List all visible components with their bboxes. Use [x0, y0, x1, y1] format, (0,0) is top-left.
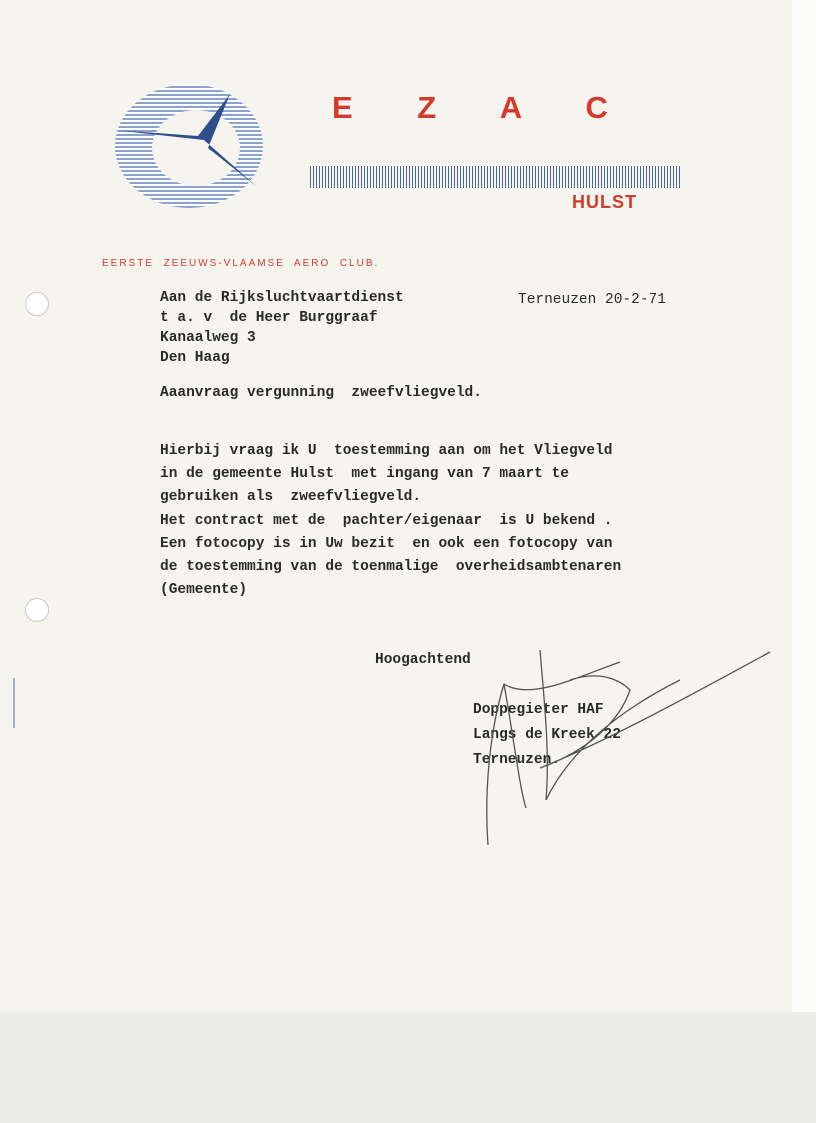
club-city: HULST	[572, 192, 637, 212]
scan-background	[0, 1012, 816, 1123]
sender-line: Langs de Kreek 22	[473, 727, 621, 743]
brand-name: E Z A C	[332, 90, 636, 125]
body-line: gebruiken als zweefvliegveld.	[160, 489, 422, 506]
aircraft-emblem-icon	[112, 82, 266, 210]
recipient-line: Aan de Rijksluchtvaartdienst	[160, 290, 404, 306]
punch-hole-top	[25, 292, 49, 316]
letterhead-stripe	[310, 166, 680, 188]
punch-hole-bottom	[25, 598, 49, 622]
body-line: Het contract met de pachter/eigenaar is U bekend .	[160, 512, 613, 529]
margin-pencil-mark	[12, 678, 16, 728]
body-line: Hierbij vraag ik U toestemming aan om het Vliegveld	[160, 443, 613, 459]
club-name: EERSTE ZEEUWS-VLAAMSE AERO CLUB.	[102, 258, 380, 269]
body-line: de toestemming van de toenmalige overheidsambtenaren	[160, 559, 622, 576]
body-line: in de gemeente Hulst met ingang van 7 maart te	[160, 466, 569, 483]
recipient-line: Kanaalweg 3	[160, 330, 256, 346]
handwritten-signature	[470, 640, 790, 850]
sender-line: Doppegieter HAF	[473, 702, 604, 718]
closing-salutation: Hoogachtend	[375, 652, 471, 668]
letter-body	[160, 440, 621, 602]
recipient-address	[160, 288, 404, 368]
body-line: (Gemeente)	[160, 582, 248, 599]
sender-line: Terneuzen.	[473, 752, 561, 768]
body-line: Een fotocopy is in Uw bezit en ook een fotocopy van	[160, 535, 613, 552]
recipient-line: t a. v de Heer Burggraaf	[160, 310, 378, 326]
letter-subject: Aaanvraag vergunning zweefvliegveld.	[160, 385, 482, 401]
page-edge	[792, 0, 816, 1012]
recipient-line: Den Haag	[160, 350, 230, 366]
place-date: Terneuzen 20-2-71	[518, 292, 666, 308]
